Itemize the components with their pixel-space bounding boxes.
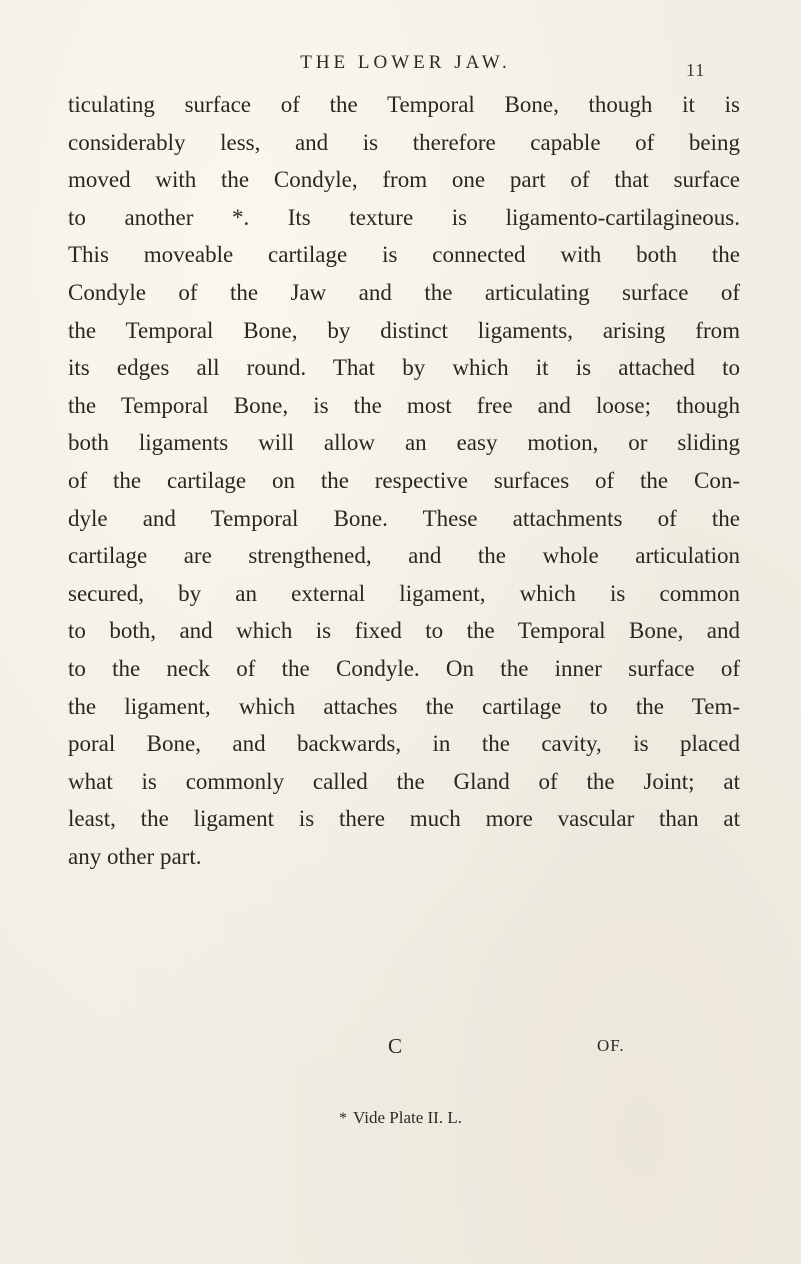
body-text bbox=[68, 86, 740, 875]
footnote-text: Vide Plate II. L. bbox=[353, 1108, 462, 1127]
text-line: least, the ligament is there much more vascular than at bbox=[68, 806, 740, 832]
text-line: This moveable cartilage is connected with both the bbox=[68, 242, 740, 268]
page-number: 11 bbox=[686, 60, 706, 80]
text-line: to both, and which is fixed to the Temporal Bone, and bbox=[68, 618, 740, 644]
running-head bbox=[0, 52, 801, 74]
text-line: secured, by an external ligament, which is common bbox=[68, 580, 740, 606]
text-line: considerably less, and is therefore capable of being bbox=[68, 129, 740, 155]
text-line: ticulating surface of the Temporal Bone, though it is bbox=[68, 92, 740, 117]
text-line: to the neck of the Condyle. On the inner surface of bbox=[68, 655, 740, 681]
text-line: moved with the Condyle, from one part of that surface bbox=[68, 167, 740, 193]
text-line: what is commonly called the Gland of the Joint; at bbox=[68, 768, 740, 794]
text-line: dyle and Temporal Bone. These attachments of the bbox=[68, 505, 740, 531]
text-line: of the cartilage on the respective surfaces of the Con- bbox=[68, 467, 740, 493]
text-line: poral Bone, and backwards, in the cavity, is placed bbox=[68, 731, 740, 757]
text-line-last: any other part. bbox=[68, 843, 202, 869]
text-line: the Temporal Bone, by distinct ligaments, arising from bbox=[68, 317, 740, 343]
text-line: the Temporal Bone, is the most free and loose; though bbox=[68, 392, 740, 418]
text-line: Condyle of the Jaw and the articulating surface of bbox=[68, 279, 740, 305]
text-line: to another *. Its texture is ligamento-cartilagineous. bbox=[68, 204, 740, 230]
text-line: the ligament, which attaches the cartilage to the Tem- bbox=[68, 693, 740, 719]
text-line: both ligaments will allow an easy motion, or sliding bbox=[68, 430, 740, 456]
text-line: its edges all round. That by which it is attached to bbox=[68, 355, 740, 381]
running-head-title: THE LOWER JAW. bbox=[300, 52, 511, 73]
catchword: OF. bbox=[597, 1036, 625, 1055]
text-line: cartilage are strengthened, and the whole articulation bbox=[68, 543, 740, 569]
footnote-mark: * bbox=[339, 1110, 347, 1127]
footnote bbox=[0, 1108, 801, 1128]
signature-mark: C bbox=[388, 1034, 403, 1058]
